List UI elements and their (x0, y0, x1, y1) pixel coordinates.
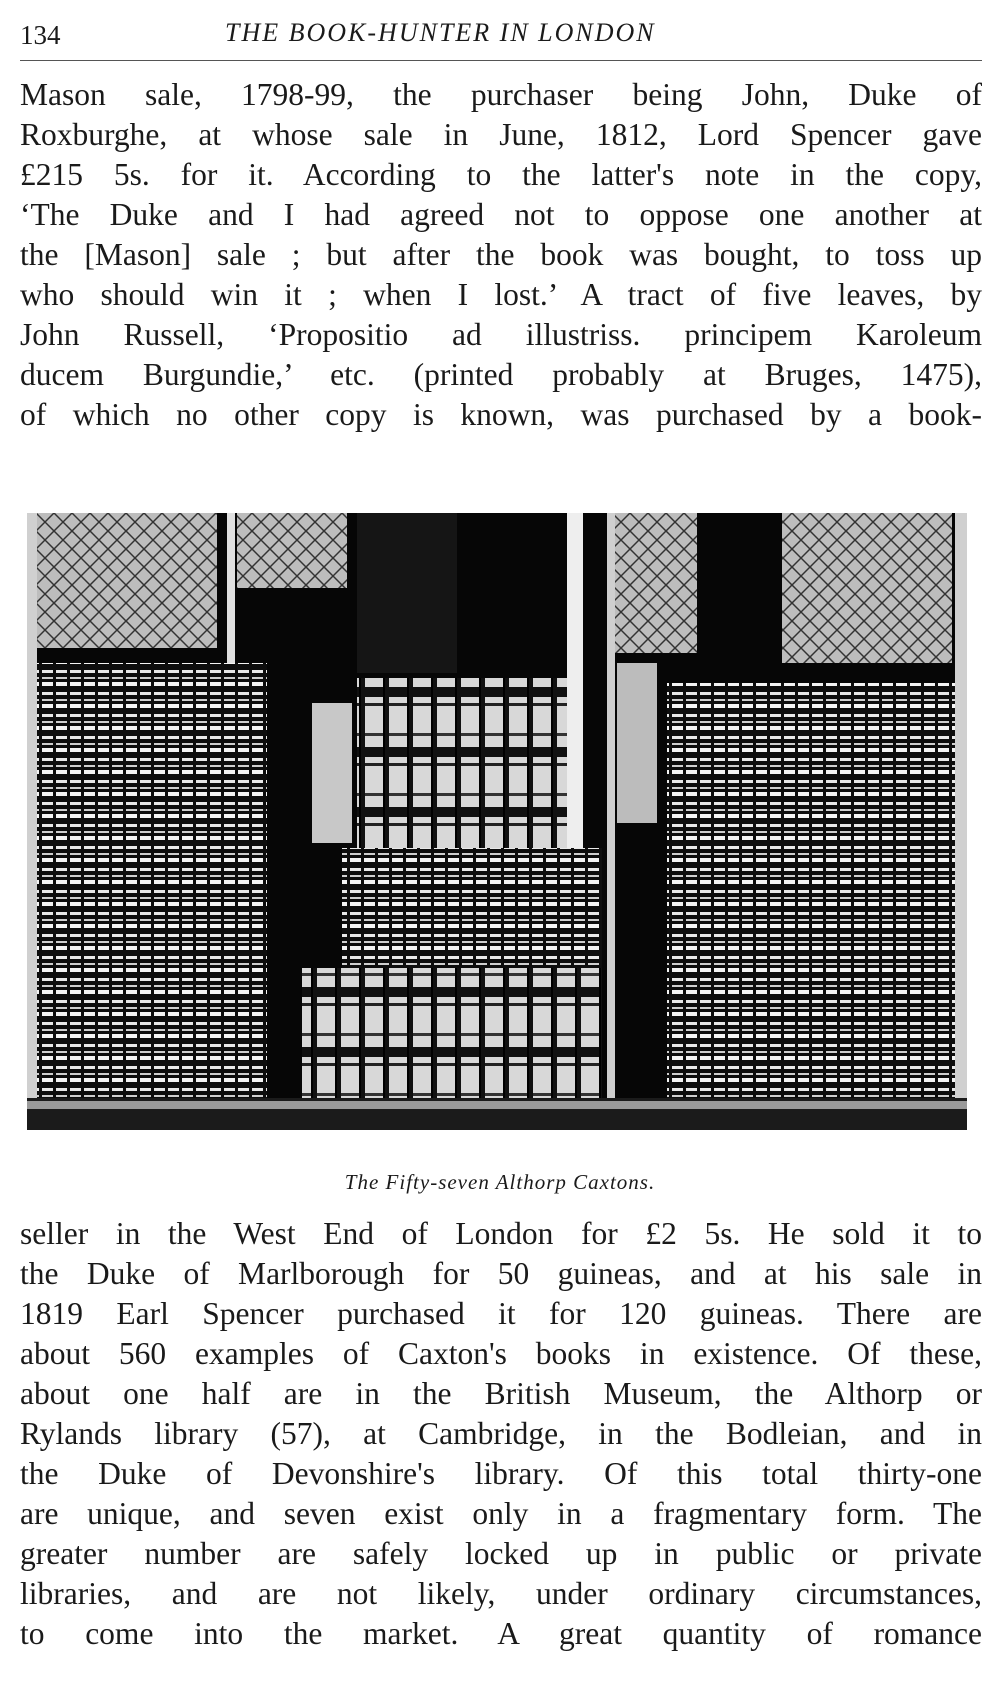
text-line: ‘The Duke and I had agreed not to oppose one another at (20, 197, 982, 232)
text-line: 1819 Earl Spencer purchased it for 120 guineas. There are (20, 1296, 982, 1331)
bookshelf-engraving (27, 513, 967, 1130)
text-line: to come into the market. A great quantity of romance (20, 1616, 982, 1651)
text-line: about one half are in the British Museum, the Althorp or (20, 1376, 982, 1411)
text-line: are unique, and seven exist only in a fragmentary form. The (20, 1496, 982, 1531)
text-line: Roxburghe, at whose sale in June, 1812, Lord Spencer gave (20, 117, 982, 152)
page-number: 134 (20, 20, 61, 50)
running-head: THE BOOK-HUNTER IN LONDON (225, 18, 656, 47)
header-rule (20, 60, 982, 61)
text-line: about 560 examples of Caxton's books in existence. Of these, (20, 1336, 982, 1371)
text-line: the Duke of Marlborough for 50 guineas, and at his sale in (20, 1256, 982, 1291)
bookshelf-illustration (27, 513, 967, 1130)
text-line: who should win it ; when I lost.’ A tract of five leaves, by (20, 277, 982, 312)
bottom-paragraph (20, 1214, 982, 1654)
text-line: the Duke of Devonshire's library. Of this total thirty-one (20, 1456, 982, 1491)
text-line: seller in the West End of London for £2 5s. He sold it to (20, 1216, 982, 1251)
text-line: libraries, and are not likely, under ordinary circumstances, (20, 1576, 982, 1611)
text-line: Rylands library (57), at Cambridge, in the Bodleian, and in (20, 1416, 982, 1451)
top-paragraph (20, 75, 982, 435)
text-line: ducem Burgundie,’ etc. (printed probably at Bruges, 1475), (20, 357, 982, 392)
illustration-caption: The Fifty-seven Althorp Caxtons. (344, 1170, 656, 1194)
text-line: the [Mason] sale ; but after the book was bought, to toss up (20, 237, 982, 272)
text-line: Mason sale, 1798-99, the purchaser being John, Duke of (20, 77, 982, 112)
text-line: John Russell, ‘Propositio ad illustriss. principem Karoleum (20, 317, 982, 352)
text-line: greater number are safely locked up in public or private (20, 1536, 982, 1571)
text-line: of which no other copy is known, was purchased by a book- (20, 397, 982, 432)
page-header (20, 14, 980, 54)
text-line: £215 5s. for it. According to the latter's note in the copy, (20, 157, 982, 192)
